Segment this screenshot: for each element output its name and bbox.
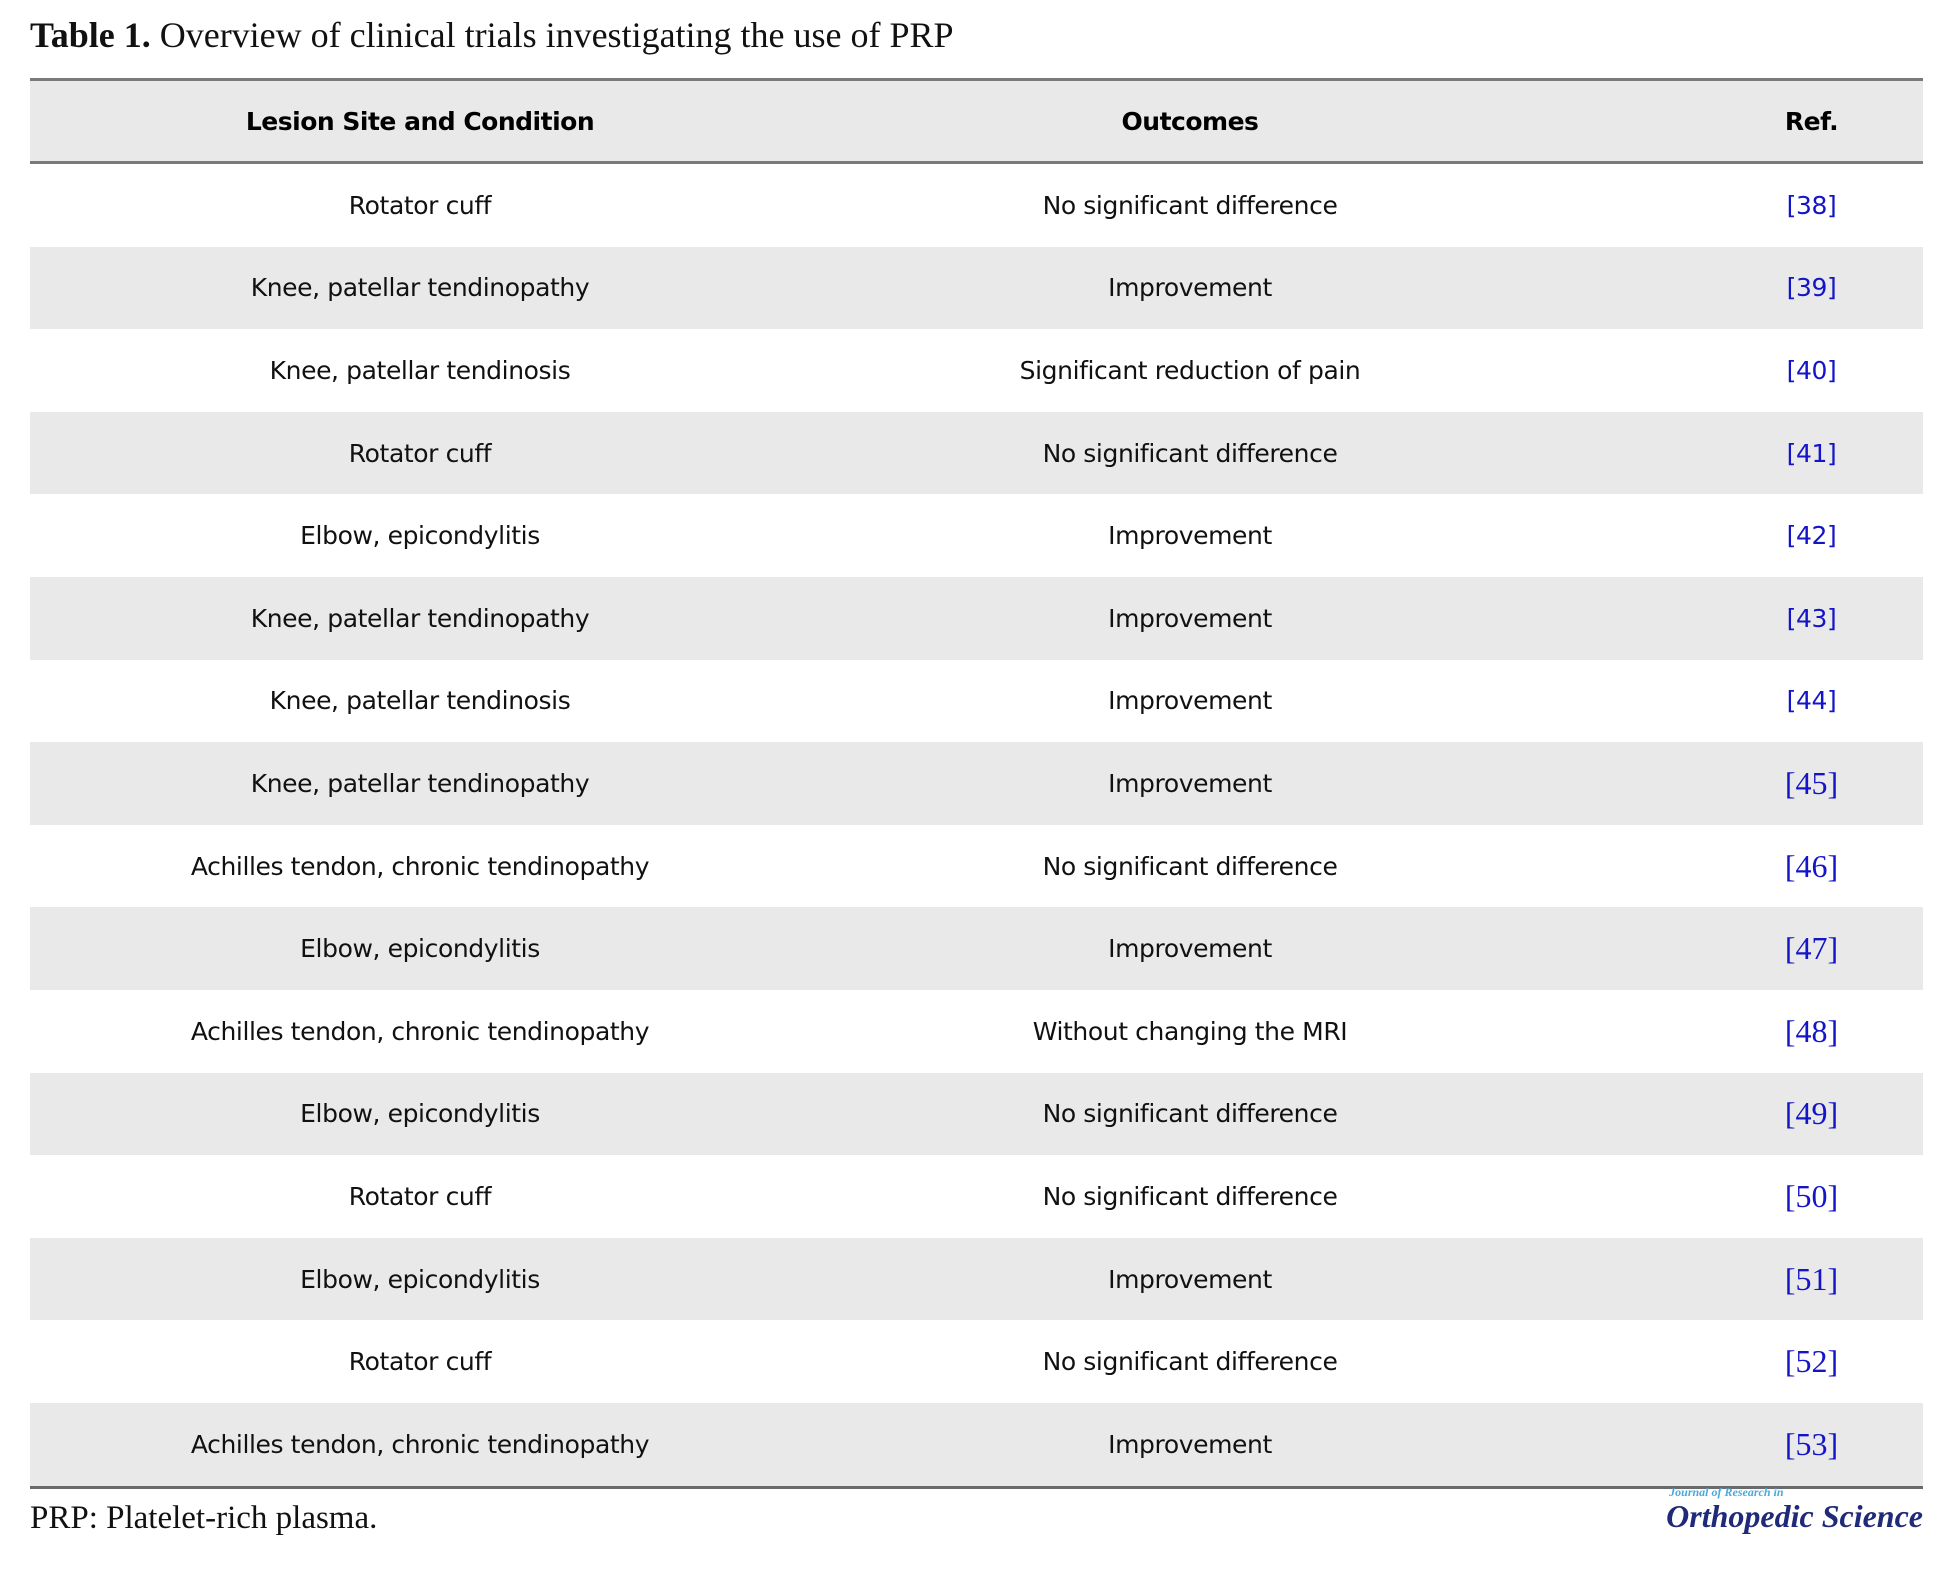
reference-link[interactable]: [49]: [1784, 1095, 1839, 1132]
cell-outcome: Improvement: [1108, 934, 1272, 964]
cell-outcome: Improvement: [1108, 273, 1272, 303]
reference-link[interactable]: [50]: [1784, 1177, 1839, 1214]
cell-lesion-site: Elbow, epicondylitis: [300, 934, 540, 964]
cell-outcome: Improvement: [1108, 1264, 1272, 1294]
cell-lesion-site: Knee, patellar tendinosis: [269, 355, 571, 385]
table-row: [30, 1403, 1923, 1486]
cell-lesion-site: Knee, patellar tendinosis: [269, 686, 571, 716]
reference-link[interactable]: [48]: [1784, 1012, 1839, 1049]
cell-outcome: Improvement: [1108, 686, 1272, 716]
cell-outcome: Improvement: [1108, 1429, 1272, 1459]
cell-outcome: No significant difference: [1042, 438, 1338, 468]
cell-lesion-site: Rotator cuff: [348, 1347, 492, 1377]
table-row: [30, 247, 1923, 330]
reference-link[interactable]: [38]: [1786, 190, 1837, 220]
cell-lesion-site: Elbow, epicondylitis: [300, 521, 540, 551]
reference-link[interactable]: [41]: [1786, 438, 1837, 468]
reference-link[interactable]: [45]: [1784, 764, 1839, 801]
column-header-lesion-site: Lesion Site and Condition: [245, 106, 595, 136]
table-bottom-rule: [30, 1486, 1923, 1489]
table-row: [30, 1073, 1923, 1156]
column-header-ref: Ref.: [1784, 106, 1839, 136]
reference-link[interactable]: [46]: [1784, 847, 1839, 884]
table-row: [30, 1155, 1923, 1238]
cell-outcome: Without changing the MRI: [1032, 1016, 1348, 1046]
cell-outcome: No significant difference: [1042, 1181, 1338, 1211]
cell-lesion-site: Elbow, epicondylitis: [300, 1264, 540, 1294]
table-row: [30, 1238, 1923, 1321]
reference-link[interactable]: [47]: [1784, 930, 1839, 967]
table-header-row: [30, 78, 1923, 164]
reference-link[interactable]: [39]: [1786, 273, 1837, 303]
cell-lesion-site: Elbow, epicondylitis: [300, 1099, 540, 1129]
table-row: [30, 329, 1923, 412]
reference-link[interactable]: [42]: [1786, 521, 1837, 551]
cell-lesion-site: Rotator cuff: [348, 1181, 492, 1211]
table-row: [30, 825, 1923, 908]
cell-lesion-site: Rotator cuff: [348, 438, 492, 468]
table-row: [30, 164, 1923, 247]
table-row: [30, 660, 1923, 743]
cell-outcome: No significant difference: [1042, 190, 1338, 220]
table-caption-label: Table 1.: [30, 15, 151, 55]
table-body: [30, 164, 1923, 1486]
table-footnote: PRP: Platelet-rich plasma.: [30, 1500, 378, 1536]
reference-link[interactable]: [40]: [1786, 355, 1837, 385]
cell-lesion-site: Knee, patellar tendinopathy: [250, 603, 590, 633]
cell-outcome: Improvement: [1108, 768, 1272, 798]
journal-logo-small-text: Journal of Research in: [1669, 1485, 1784, 1499]
reference-link[interactable]: [43]: [1786, 603, 1837, 633]
journal-logo-title: Orthopedic Science: [1666, 1498, 1923, 1534]
table-row: [30, 907, 1923, 990]
reference-link[interactable]: [52]: [1784, 1343, 1839, 1380]
cell-lesion-site: Achilles tendon, chronic tendinopathy: [190, 1429, 650, 1459]
clinical-trials-table: [30, 78, 1923, 1489]
cell-lesion-site: Rotator cuff: [348, 190, 492, 220]
reference-link[interactable]: [53]: [1784, 1425, 1839, 1462]
table-row: [30, 1320, 1923, 1403]
column-header-outcomes: Outcomes: [1121, 106, 1259, 136]
table-caption-text: Overview of clinical trials investigating the use of PRP: [159, 15, 954, 55]
table-row: [30, 990, 1923, 1073]
table-row: [30, 577, 1923, 660]
table-caption: [30, 14, 954, 56]
cell-outcome: Improvement: [1108, 603, 1272, 633]
table-row: [30, 412, 1923, 495]
cell-lesion-site: Achilles tendon, chronic tendinopathy: [190, 1016, 650, 1046]
cell-outcome: No significant difference: [1042, 1099, 1338, 1129]
cell-outcome: No significant difference: [1042, 851, 1338, 881]
table-row: [30, 742, 1923, 825]
reference-link[interactable]: [51]: [1784, 1260, 1839, 1297]
cell-lesion-site: Knee, patellar tendinopathy: [250, 273, 590, 303]
cell-outcome: Improvement: [1108, 521, 1272, 551]
cell-lesion-site: Knee, patellar tendinopathy: [250, 768, 590, 798]
cell-outcome: No significant difference: [1042, 1347, 1338, 1377]
table-row: [30, 494, 1923, 577]
journal-logo: [1666, 1485, 1923, 1532]
cell-outcome: Significant reduction of pain: [1019, 355, 1361, 385]
reference-link[interactable]: [44]: [1786, 686, 1837, 716]
cell-lesion-site: Achilles tendon, chronic tendinopathy: [190, 851, 650, 881]
